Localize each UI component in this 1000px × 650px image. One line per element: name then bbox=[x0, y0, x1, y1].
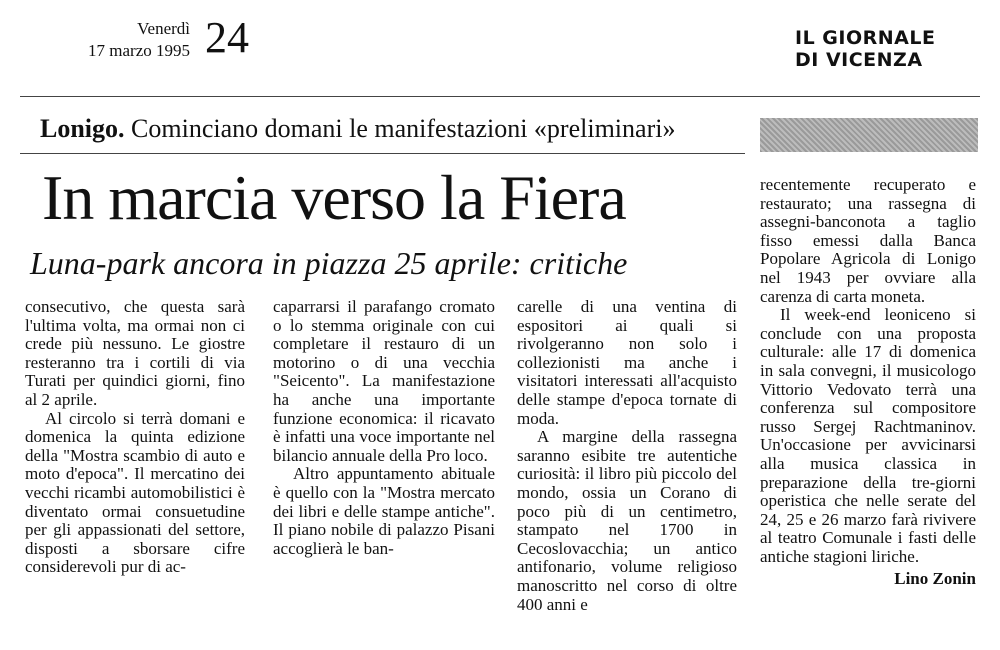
issue-day: Venerdì bbox=[137, 19, 190, 38]
text-column-1 bbox=[25, 298, 245, 577]
gray-shaded-box bbox=[760, 118, 978, 152]
newspaper-masthead bbox=[795, 27, 935, 71]
col2-paragraph: caparrarsi il parafango cromato o lo stemma originale con cui completare il restauro di un motorino o di una vecchia "Seicento". La manifestazione ha anche una importante funzione economica: il ricavato è infatti una voce importante nel bilancio annuale della Pro loco. bbox=[273, 297, 495, 465]
col4-paragraph: recentemente recuperato e restaurato; una rassegna di assegni-banconota a taglio fisso emessi dalla Banca Popolare Agricola di Lonigo nel 1943 per ovviare alla carenza di carta moneta. bbox=[760, 175, 976, 306]
col1-paragraph: Al circolo si terrà domani e domenica la quinta edizione della "Mostra scambio di auto e moto d'epoca". Il mercatino dei vecchi ricambi automobilistici è diventato ormai consuetudine per gli appassionati del settore, disposti a sborsare cifre considerevoli pur di ac- bbox=[25, 408, 245, 577]
kicker-place: Lonigo. bbox=[40, 114, 125, 143]
issue-date-text: 17 marzo 1995 bbox=[88, 41, 190, 60]
article-subheadline: Luna-park ancora in piazza 25 aprile: critiche bbox=[30, 245, 628, 281]
author-byline: Lino Zonin bbox=[894, 569, 976, 589]
article-headline: In marcia verso la Fiera bbox=[42, 162, 626, 233]
col2-paragraph: Altro appuntamento abituale è quello con la "Mostra mercato dei libri e delle stampe antiche". Il piano nobile di palazzo Pisani accoglierà le ban- bbox=[273, 464, 495, 558]
col3-paragraph: carelle di una ventina di espositori ai quali si rivolgeranno non solo i collezionisti ma anche i visitatori interessati all'acquisto delle stampe d'epoca tornate di moda. bbox=[517, 297, 737, 428]
text-column-4 bbox=[760, 176, 976, 589]
page-number: 24 bbox=[205, 13, 249, 62]
article-kicker bbox=[40, 112, 740, 146]
kicker-divider bbox=[20, 153, 745, 154]
text-column-2 bbox=[273, 298, 495, 558]
col4-paragraph: Il week-end leoniceno si conclude con una proposta culturale: alle 17 di domenica in sala convegni, il musicologo Vittorio Vedovato terrà una conferenza sul compositore russo Sergej Rachtmaninov. Un'occasione per avvicinarsi alla musica classica in preparazione della tre-giorni operistica che nelle serate del 24, 25 e 26 marzo farà rivivere al teatro Comunale i fasti delle antiche stagioni liriche. bbox=[760, 305, 976, 566]
col1-paragraph: consecutivo, che questa sarà l'ultima volta, ma ormai non ci crede più nessuno. Le giostre resteranno tra i cortili di via Turati per quindici giorni, fino al 2 aprile. bbox=[25, 297, 245, 409]
kicker-text: Cominciano domani le manifestazioni «preliminari» bbox=[131, 114, 676, 143]
top-divider bbox=[20, 96, 980, 97]
issue-date bbox=[60, 18, 190, 62]
col3-paragraph: A margine della rassegna saranno esibite tre autentiche curiosità: il libro più piccolo del mondo, ossia un Corano di poco più di un centimetro, stampato nel 1700 in Cecoslovacchia; un antico antifonario, volume religioso manoscritto nel corso di oltre 400 anni e bbox=[517, 427, 737, 614]
masthead-line-2: DI VICENZA bbox=[795, 49, 923, 71]
masthead-line-1: IL GIORNALE bbox=[795, 27, 936, 49]
text-column-3 bbox=[517, 298, 737, 614]
